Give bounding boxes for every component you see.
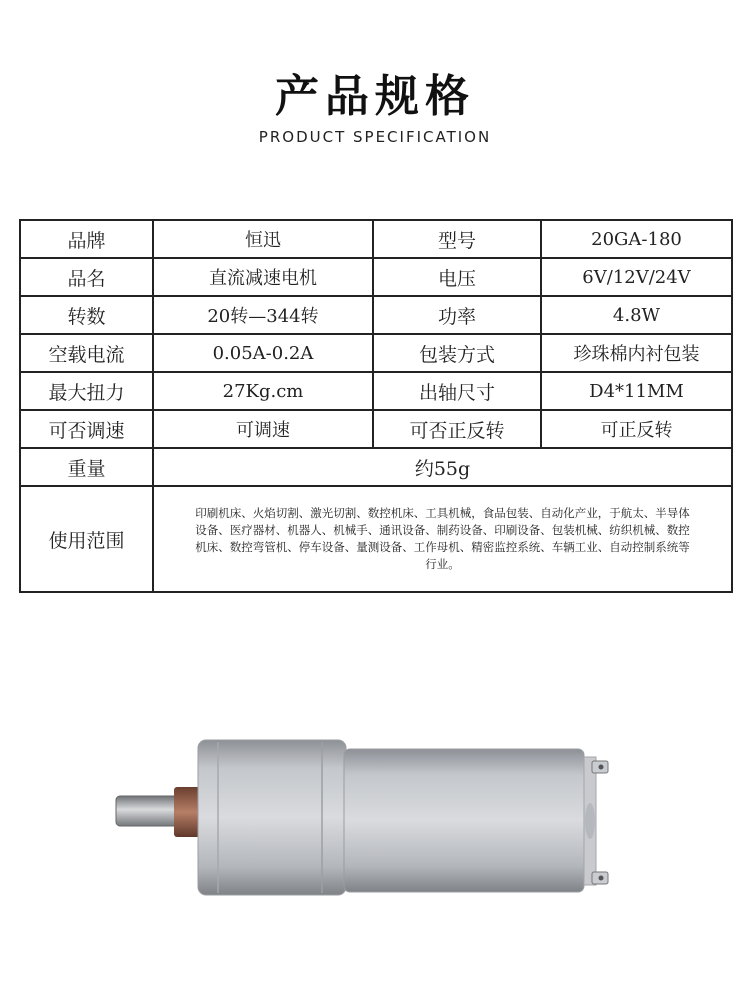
spec-value: 20转—344转 <box>153 296 373 334</box>
spec-label: 品牌 <box>20 220 153 258</box>
page-subtitle: PRODUCT SPECIFICATION <box>258 128 492 146</box>
table-row <box>20 334 732 372</box>
table-row <box>20 410 732 448</box>
spec-label: 转数 <box>20 296 153 334</box>
spec-value: 印刷机床、火焰切割、激光切割、数控机床、工具机械，食品包装、自动化产业，于航太、半导体设备、医疗器材、机器人、机械手、通讯设备、制药设备、印刷设备、包装机械、纺织机械、数控机床、数控弯管机、停车设备、量测设备、工作母机、精密监控系统、车辆工业、自动控制系统等行业。 <box>153 486 732 592</box>
spec-label: 功率 <box>373 296 541 334</box>
spec-label: 可否调速 <box>20 410 153 448</box>
motor-product-image <box>100 735 620 905</box>
spec-label: 使用范围 <box>20 486 153 592</box>
spec-label: 空载电流 <box>20 334 153 372</box>
spec-value: 0.05A-0.2A <box>153 334 373 372</box>
spec-label: 出轴尺寸 <box>373 372 541 410</box>
spec-label: 重量 <box>20 448 153 486</box>
motor-shaft <box>116 796 178 826</box>
table-row <box>20 296 732 334</box>
table-row <box>20 372 732 410</box>
spec-label: 可否正反转 <box>373 410 541 448</box>
motor-bushing <box>174 787 200 837</box>
motor-gearbox <box>198 740 346 895</box>
spec-value: 可调速 <box>153 410 373 448</box>
spec-label: 最大扭力 <box>20 372 153 410</box>
spec-label: 包装方式 <box>373 334 541 372</box>
spec-label: 型号 <box>373 220 541 258</box>
spec-value: 可正反转 <box>541 410 732 448</box>
page-title: 产品规格 <box>275 71 475 122</box>
spec-value: 直流减速电机 <box>153 258 373 296</box>
spec-value: D4*11MM <box>541 372 732 410</box>
spec-label: 品名 <box>20 258 153 296</box>
spec-value: 珍珠棉内衬包装 <box>541 334 732 372</box>
spec-value: 4.8W <box>541 296 732 334</box>
table-row <box>20 220 732 258</box>
motor-body <box>344 749 584 892</box>
spec-label: 电压 <box>373 258 541 296</box>
spec-table <box>19 219 733 593</box>
spec-value: 20GA-180 <box>541 220 732 258</box>
table-row-weight <box>20 448 732 486</box>
spec-value: 恒迅 <box>153 220 373 258</box>
spec-value: 约55g <box>153 448 732 486</box>
spec-value: 6V/12V/24V <box>541 258 732 296</box>
table-row <box>20 258 732 296</box>
spec-value: 27Kg.cm <box>153 372 373 410</box>
table-row-scope <box>20 486 732 592</box>
